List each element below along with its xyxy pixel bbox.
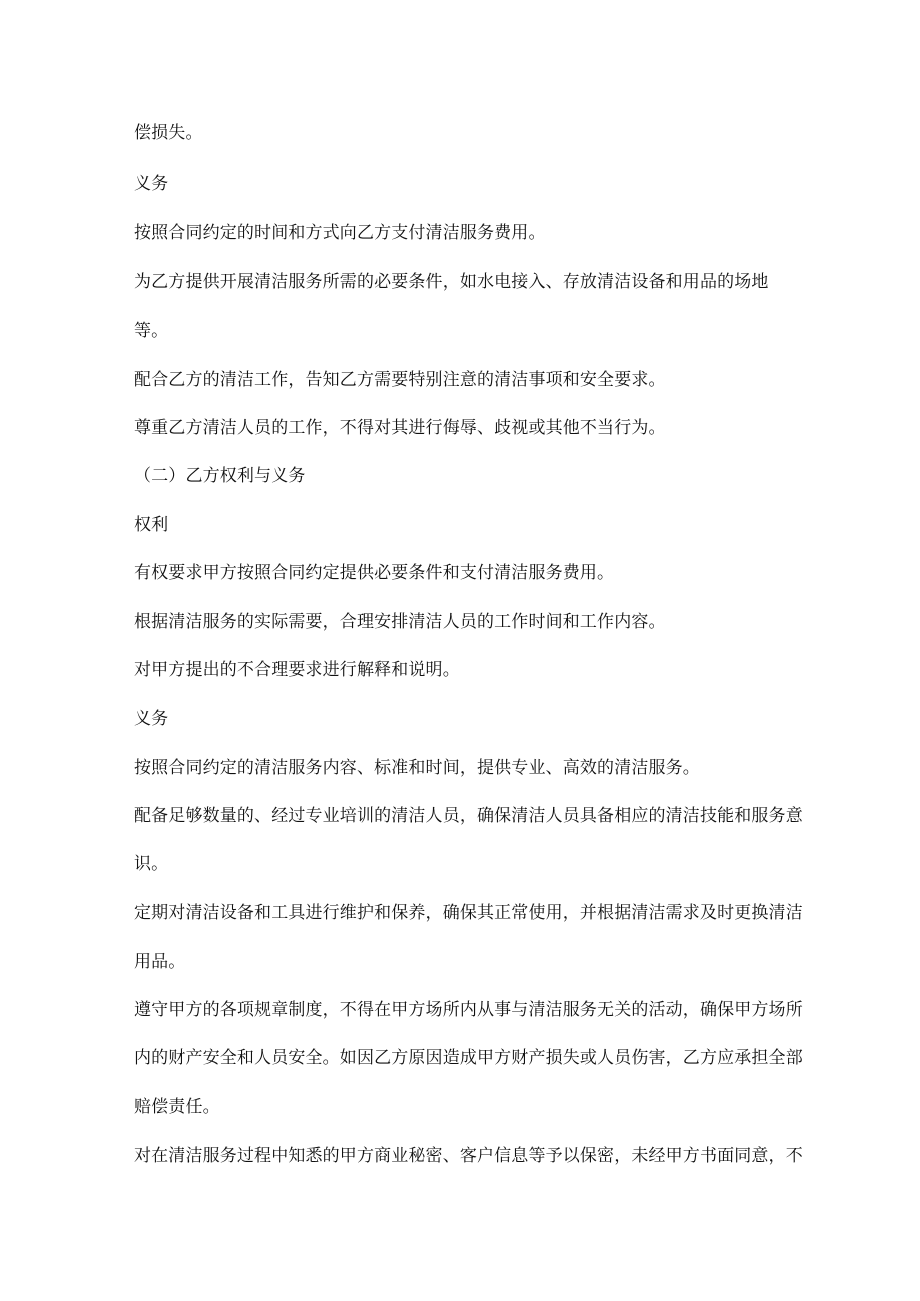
paragraph-line: 有权要求甲方按照合同约定提供必要条件和支付清洁服务费用。	[134, 563, 615, 583]
paragraph-line: 偿损失。	[134, 123, 203, 143]
paragraph-line: 配备足够数量的、经过专业培训的清洁人员，确保清洁人员具备相应的清洁技能和服务意	[134, 806, 803, 826]
paragraph-line: 识。	[134, 854, 169, 874]
paragraph-line: 等。	[134, 321, 169, 341]
paragraph-line: 配合乙方的清洁工作，告知乙方需要特别注意的清洁事项和安全要求。	[134, 370, 666, 390]
section-heading-rights: 权利	[134, 515, 169, 535]
paragraph-line: 按照合同约定的清洁服务内容、标准和时间，提供专业、高效的清洁服务。	[134, 758, 700, 778]
paragraph-line: 对在清洁服务过程中知悉的甲方商业秘密、客户信息等予以保密，未经甲方书面同意，不	[134, 1146, 803, 1166]
section-heading-party-b-rights-obligations: （二）乙方权利与义务	[134, 466, 306, 486]
paragraph-line: 用品。	[134, 952, 186, 972]
paragraph-line: 尊重乙方清洁人员的工作，不得对其进行侮辱、歧视或其他不当行为。	[134, 418, 666, 438]
section-heading-obligations-b: 义务	[134, 709, 169, 729]
paragraph-line: 根据清洁服务的实际需要，合理安排清洁人员的工作时间和工作内容。	[134, 612, 666, 632]
section-heading-obligations: 义务	[134, 174, 169, 194]
paragraph-line: 按照合同约定的时间和方式向乙方支付清洁服务费用。	[134, 223, 546, 243]
paragraph-line: 赔偿责任。	[134, 1097, 220, 1117]
paragraph-line: 遵守甲方的各项规章制度，不得在甲方场所内从事与清洁服务无关的活动，确保甲方场所	[134, 1000, 803, 1020]
paragraph-line: 内的财产安全和人员安全。如因乙方原因造成甲方财产损失或人员伤害，乙方应承担全部	[134, 1048, 803, 1068]
paragraph-line: 为乙方提供开展清洁服务所需的必要条件，如水电接入、存放清洁设备和用品的场地	[134, 272, 769, 292]
paragraph-line: 定期对清洁设备和工具进行维护和保养，确保其正常使用，并根据清洁需求及时更换清洁	[134, 903, 803, 923]
paragraph-line: 对甲方提出的不合理要求进行解释和说明。	[134, 660, 460, 680]
